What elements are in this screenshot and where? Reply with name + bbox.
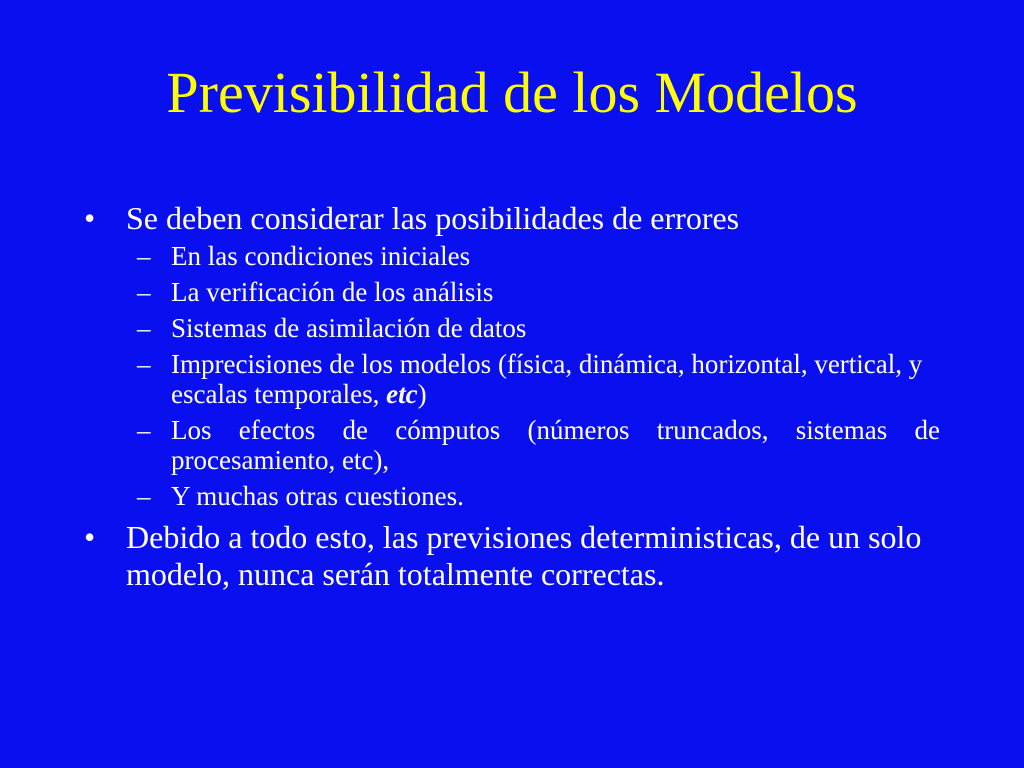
bullet-item	[0, 200, 1024, 237]
sub-item-text	[171, 349, 922, 409]
dash-marker: –	[137, 481, 151, 511]
sub-item-text: Sistemas de asimilación de datos	[171, 313, 527, 343]
sub-item-text-after: )	[417, 379, 427, 409]
bullet-text: Se deben considerar las posibilidades de errores	[126, 200, 740, 236]
sub-item	[0, 481, 1024, 511]
sub-item	[0, 349, 1024, 409]
dash-marker: –	[137, 277, 151, 307]
slide-content	[0, 200, 1024, 597]
sub-item-text: La verificación de los análisis	[171, 277, 494, 307]
sub-item	[0, 277, 1024, 307]
bullet-text: Debido a todo esto, las previsiones deterministicas, de un solo modelo, nunca serán totalmente correctas.	[126, 519, 922, 592]
sub-item	[0, 313, 1024, 343]
slide-title: Previsibilidad de los Modelos	[166, 60, 858, 125]
sub-item	[0, 415, 1024, 475]
bullet-marker: •	[84, 519, 96, 555]
sub-list	[0, 241, 1024, 511]
bullet-item	[0, 519, 1024, 593]
sub-item-text-before: Imprecisiones de los modelos (física, dinámica, horizontal, vertical, y escalas temporales,	[171, 349, 923, 409]
sub-item-text: Y muchas otras cuestiones.	[171, 481, 464, 511]
sub-item-text: Los efectos de cómputos (números truncados, sistemas de procesamiento, etc),	[171, 415, 940, 475]
dash-marker: –	[137, 415, 151, 445]
bullet-marker: •	[84, 200, 96, 236]
dash-marker: –	[137, 349, 151, 379]
dash-marker: –	[137, 241, 151, 271]
sub-item-text: En las condiciones iniciales	[171, 241, 471, 271]
dash-marker: –	[137, 313, 151, 343]
emphasis-text: etc	[386, 379, 418, 409]
sub-item	[0, 241, 1024, 271]
